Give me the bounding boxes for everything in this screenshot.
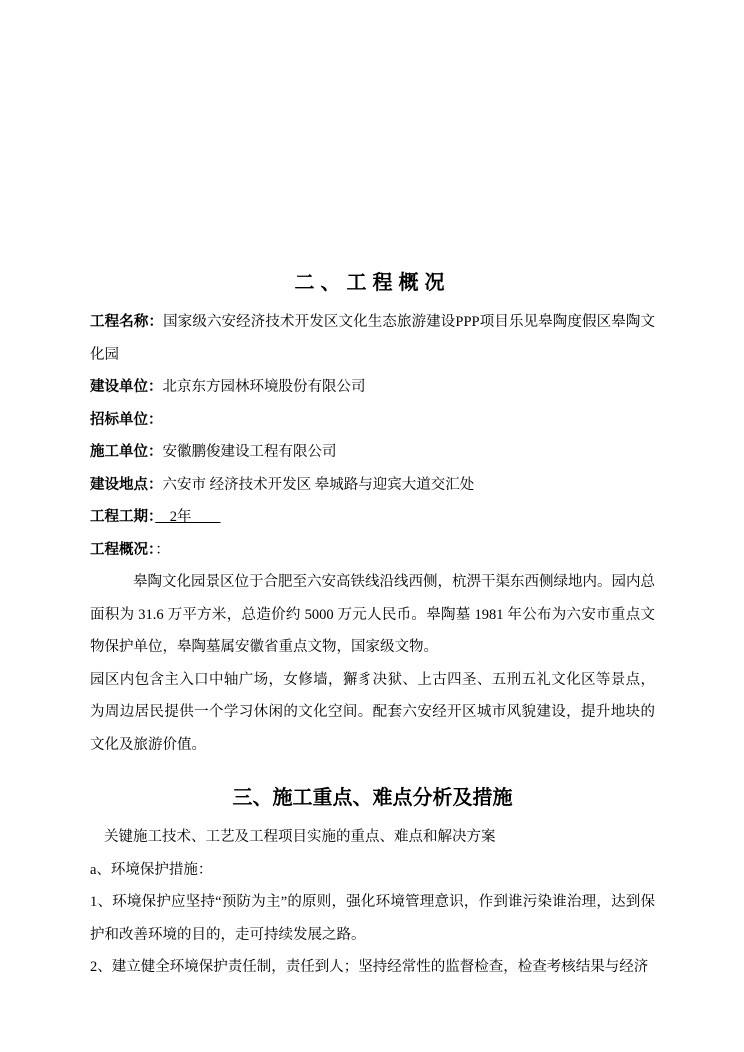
field-builder-unit <box>90 436 655 469</box>
field-location <box>90 469 655 502</box>
field-builder-unit-value: 安徽鹏俊建设工程有限公司 <box>162 444 337 460</box>
field-duration-label: 工程工期： <box>90 509 156 525</box>
keypoints-item-1: 1、环境保护应坚持“预防为主”的原则，强化环境管理意识，作到谁污染谁治理，达到保护和改善环境的目的，走可持续发展之路。 <box>90 894 655 943</box>
field-construction-unit-label: 建设单位： <box>90 379 163 395</box>
field-project-name <box>90 306 655 371</box>
field-builder-unit-label: 施工单位： <box>90 444 163 460</box>
field-construction-unit-value: 北京东方园林环境股份有限公司 <box>162 379 366 395</box>
keypoints-intro: 关键施工技术、工艺及工程项目实施的重点、难点和解决方案 <box>104 829 496 845</box>
overview-paragraph-1: 皋陶文化园景区位于合肥至六安高铁线沿线西侧，杭淠干渠东西侧绿地内。园内总面积为 31.6 万平方米，总造价约 5000 万元人民币。皋陶墓 1981 年公布为六安市重点文物保护单位，皋陶墓属安徽省重点文物，国家级文物。 <box>90 574 655 655</box>
field-overview <box>90 534 655 567</box>
overview-paragraph-2: 园区内包含主入口中轴广场，女修墙，獬豸决狱、上古四圣、五刑五礼文化区等景点，为周边居民提供一个学习休闲的文化空间。配套六安经开区城市风貌建设，提升地块的文化及旅游价值。 <box>90 671 655 753</box>
field-overview-value: ： <box>155 541 170 558</box>
field-location-value: 六安市 经济技术开发区 皋城路与迎宾大道交汇处 <box>162 476 475 493</box>
field-duration-value: 2年 <box>155 509 221 525</box>
field-overview-label: 工程概况： <box>90 541 156 558</box>
field-tender-unit <box>90 404 655 437</box>
section-heading-project-overview: 二、工程概况 <box>294 272 451 294</box>
keypoints-item-2: 2、建立健全环境保护责任制，责任到人；坚持经常性的监督检查，检查考核结果与经济 <box>90 959 649 975</box>
keypoints-item-a: a、环境保护措施： <box>90 861 213 878</box>
field-duration <box>90 501 655 534</box>
field-construction-unit <box>90 371 655 404</box>
field-project-name-value: 国家级六安经济技术开发区文化生态旅游建设PPP项目乐见皋陶度假区皋陶文化园 <box>90 314 655 363</box>
field-project-name-label: 工程名称： <box>90 314 164 330</box>
section-heading-key-points: 三、施工重点、难点分析及措施 <box>232 787 513 809</box>
field-location-label: 建设地点： <box>90 476 163 493</box>
field-tender-unit-label: 招标单位： <box>90 411 163 428</box>
